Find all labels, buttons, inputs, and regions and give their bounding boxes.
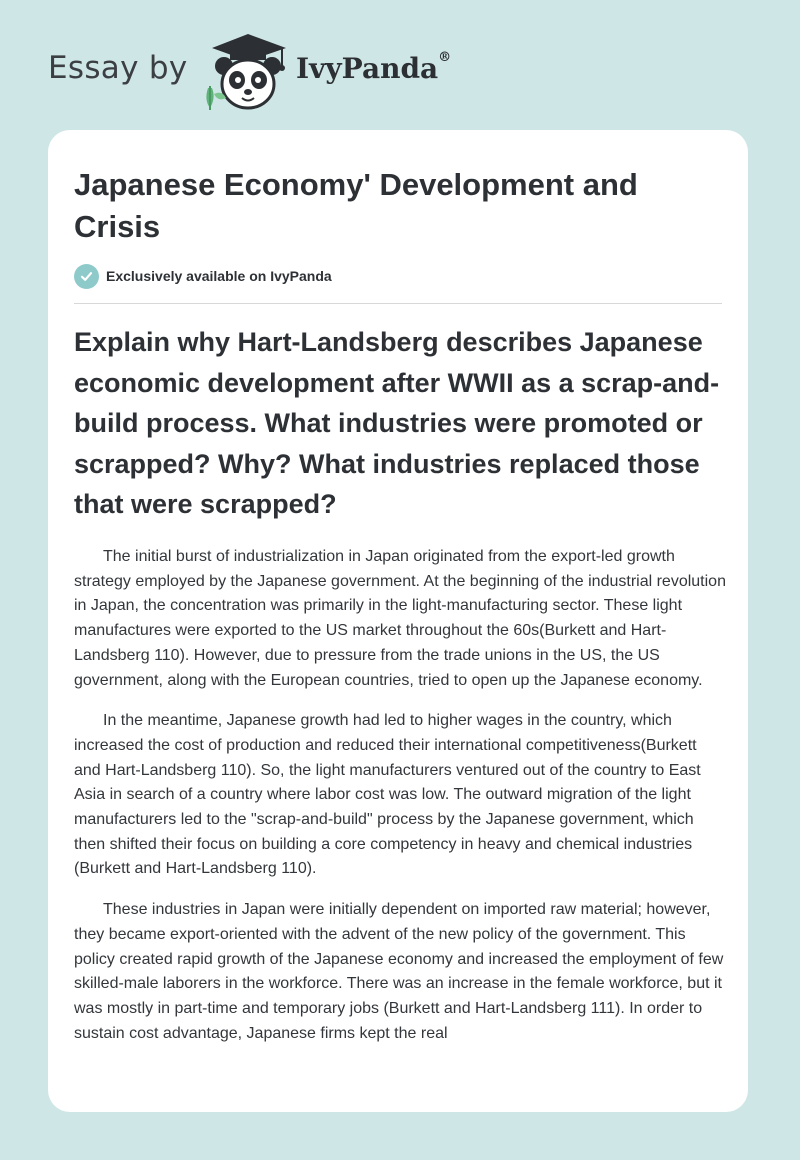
page-title: Japanese Economy' Development and Crisis [74, 167, 638, 244]
essay-body [74, 545, 726, 1062]
divider [74, 303, 722, 304]
site-header [48, 28, 748, 118]
panda-logo-icon[interactable] [202, 28, 294, 112]
paragraph: The initial burst of industrialization in Japan originated from the export-led growth strategy employed by the Japanese government. At the beginning of the industrial revolution in Japan, the concentration was primarily in the light-manufacturing sector. These light manufactures were exported to the US market throughout the 60s(Burkett and Hart-Landsberg 110). However, due to pressure from the trade unions in the US, the US government, along with the European countries, tried to open up the Japanese economy. [74, 548, 726, 689]
essay-by-label: Essay by [48, 50, 188, 86]
exclusive-badge [74, 262, 332, 290]
brand-label: IvyPanda [296, 52, 439, 85]
brand-name[interactable] [296, 52, 451, 85]
check-icon [74, 264, 99, 289]
registered-mark: ® [438, 50, 452, 65]
paragraph: These industries in Japan were initially dependent on imported raw material; however, they became export-oriented with the advent of the new policy of the government. This policy created rapid growth of the Japanese economy and increased the employment of few skilled-male laborers in the workforce. There was an increase in the female workforce, but it was mostly in part-time and temporary jobs (Burkett and Hart-Landsberg 111). In order to sustain cost advantage, Japanese firms kept the real [74, 901, 724, 1042]
exclusive-badge-label: Exclusively available on IvyPanda [106, 268, 332, 284]
paragraph: In the meantime, Japanese growth had led to higher wages in the country, which increased the cost of production and reduced their international competitiveness(Burkett and Hart-Landsberg 110). So, the light manufacturers ventured out of the country to East Asia in search of a country where labor cost was low. The outward migration of the light manufacturers led to the "scrap-and-build" process by the Japanese government, which then shifted their focus on building a core competency in heavy and chemical industries (Burkett and Hart-Landsberg 110). [74, 712, 701, 878]
essay-question: Explain why Hart-Landsberg describes Japanese economic development after WWII as a scrap-and-build process. What industries were promoted or scrapped? Why? What industries replaced those that were scrapped? [74, 327, 720, 519]
essay-card [48, 130, 748, 1112]
